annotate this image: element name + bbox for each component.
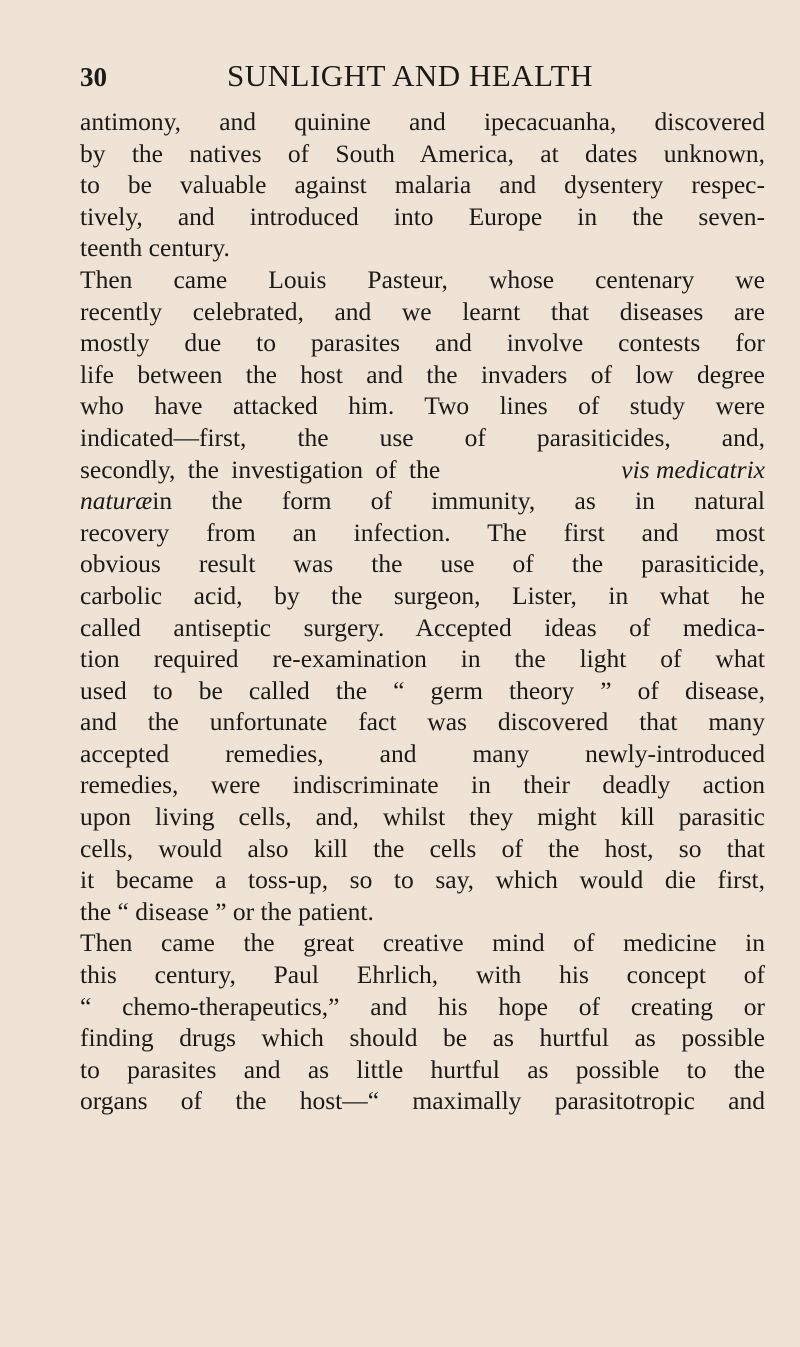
text-line: remedies, were indiscriminate in their deadly action	[80, 770, 765, 800]
text-line: finding drugs which should be as hurtful as possible	[80, 1023, 765, 1053]
text-line: the “ disease ” or the patient.	[80, 896, 374, 926]
text-line: obvious result was the use of the parasiticide,	[80, 549, 765, 579]
text-line: to be valuable against malaria and dysentery respec-	[80, 170, 765, 200]
text-line	[80, 454, 765, 486]
text-line: life between the host and the invaders of low degree	[80, 359, 765, 389]
page-number: 30	[80, 62, 107, 92]
text-line: organs of the host—“ maximally parasitotropic and	[80, 1086, 765, 1116]
text-line: cells, would also kill the cells of the host, so that	[80, 833, 765, 863]
text-line: recently celebrated, and we learnt that diseases are	[80, 296, 765, 326]
text-line: Then came the great creative mind of medicine in	[80, 928, 765, 958]
body-text	[80, 106, 765, 1117]
text-line: recovery from an infection. The first and most	[80, 517, 765, 547]
running-title: SUNLIGHT AND HEALTH	[227, 58, 593, 93]
text-line: and the unfortunate fact was discovered that many	[80, 707, 765, 737]
italic-latin-word: naturæ	[80, 486, 153, 516]
text-line: accepted remedies, and many newly-introduced	[80, 738, 765, 768]
text-line: “ chemo-therapeutics,” and his hope of creating or	[80, 991, 765, 1021]
text-line: antimony, and quinine and ipecacuanha, discovered	[80, 107, 765, 136]
text-line	[80, 485, 765, 517]
text-span: in the form of immunity, as in natural	[152, 486, 765, 516]
italic-latin-phrase: vis medicatrix	[621, 454, 765, 484]
text-line: mostly due to parasites and involve contests for	[80, 328, 765, 358]
text-line: teenth century.	[80, 233, 230, 263]
text-line: this century, Paul Ehrlich, with his concept of	[80, 960, 765, 990]
running-header	[80, 58, 765, 98]
text-line: upon living cells, and, whilst they might kill parasitic	[80, 802, 765, 832]
text-line: it became a toss-up, so to say, which would die first,	[80, 865, 765, 895]
text-line: tion required re-examination in the light of what	[80, 644, 765, 674]
text-line: indicated—first, the use of parasiticides, and,	[80, 422, 765, 452]
text-line: called antiseptic surgery. Accepted ideas of medica-	[80, 612, 765, 642]
text-line: by the natives of South America, at dates unknown,	[80, 138, 765, 168]
text-line: used to be called the “ germ theory ” of disease,	[80, 675, 765, 705]
text-line: Then came Louis Pasteur, whose centenary we	[80, 264, 765, 294]
text-span: secondly, the investigation of the	[80, 454, 441, 484]
text-line: carbolic acid, by the surgeon, Lister, in what he	[80, 580, 765, 610]
text-line: tively, and introduced into Europe in the seven-	[80, 201, 765, 231]
text-line: who have attacked him. Two lines of study were	[80, 391, 765, 421]
text-line: to parasites and as little hurtful as possible to the	[80, 1054, 765, 1084]
